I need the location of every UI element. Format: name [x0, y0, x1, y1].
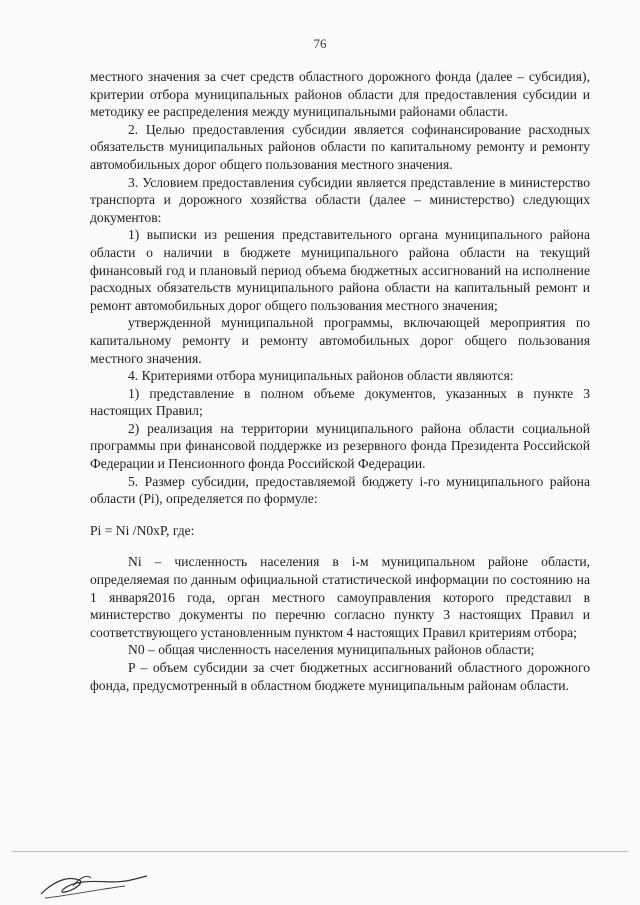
page-number: 76 — [313, 36, 327, 51]
paragraph-2: 2. Целью предоставления субсидии является софинансирование расходных обязательств муниципальных районов области по капитальному ремонту и ремонту автомобильных дорог общего пользования местного значения. — [90, 121, 590, 172]
signature-icon — [35, 866, 155, 902]
paragraph-intro-continuation: местного значения за счет средств областного дорожного фонда (далее – субсидия), критерии отбора муниципальных районов области для предоставления субсидии и методику ее распределения между муниципальными районами области. — [90, 69, 590, 120]
definition-ni: Ni – численность населения в i-м муниципальном районе области, определяемая по данным официальной статистической информации по состоянию на 1 января2016 года, орган местного самоуправления которого представил в министерство документы по перечню согласно пункту 3 настоящих Правил и соответствующего установленным пунктом 4 настоящих Правил критериям отбора; — [90, 554, 590, 640]
paragraph-3-item-1: 1) выписки из решения представительного органа муниципального района области о наличии в бюджете муниципального района области на текущий финансовый год и плановый период объема бюджетных ассигнований на исполнение расходных обязательств муниципального района области на капитальный ремонт и ремонт автомобильных дорог общего пользования местного значения; — [90, 227, 590, 313]
footer-divider — [12, 851, 628, 852]
document-body — [90, 68, 590, 694]
paragraph-3-item-2: утвержденной муниципальной программы, включающей мероприятия по капитальному ремонту и ремонту автомобильных дорог общего пользования местного значения. — [90, 315, 590, 366]
paragraph-3: 3. Условием предоставления субсидии является представление в министерство транспорта и дорожного хозяйства области (далее – министерство) следующих документов: — [90, 174, 590, 225]
paragraph-4-item-2: 2) реализация на территории муниципального района области социальной программы при финансовой поддержке из резервного фонда Президента Российской Федерации и Пенсионного фонда Российской Федерации. — [90, 420, 590, 472]
paragraph-4-item-1: 1) представление в полном объеме документов, указанных в пункте 3 настоящих Правил; — [90, 385, 590, 419]
formula: Pi = Ni /N0xP, где: — [90, 522, 195, 538]
definition-p: P – объем субсидии за счет бюджетных ассигнований областного дорожного фонда, предусмотренный в областном бюджете муниципальным районам области. — [90, 660, 590, 693]
paragraph-4: 4. Критериями отбора муниципальных районов области являются: — [128, 368, 514, 384]
definition-n0: N0 – общая численность населения муниципальных районов области; — [128, 642, 535, 658]
paragraph-5: 5. Размер субсидии, предоставляемой бюджету i-го муниципального района области (Pi), определяется по формуле: — [90, 473, 590, 507]
